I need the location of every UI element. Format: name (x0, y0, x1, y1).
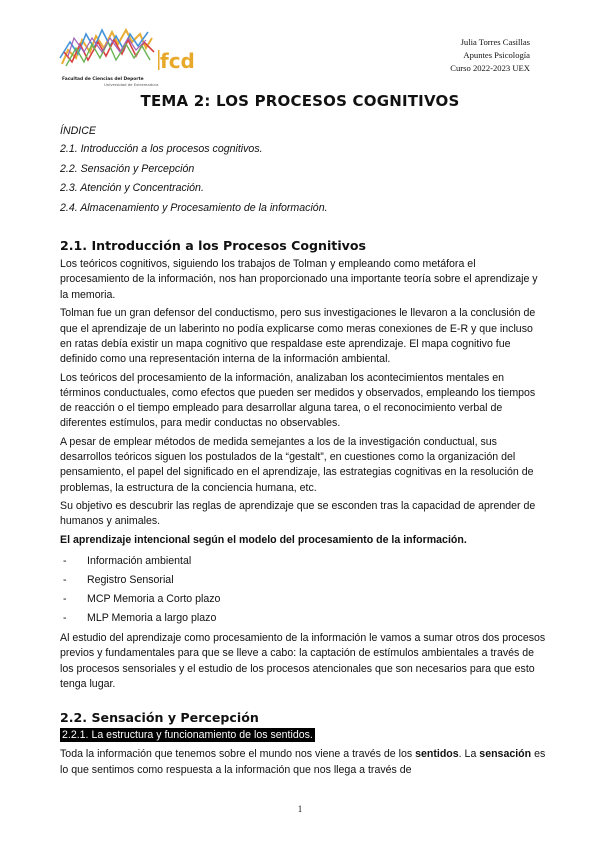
text-run: . La (458, 748, 480, 761)
term-sentidos: sentidos (415, 748, 459, 761)
paragraph: Los teóricos del procesamiento de la información, analizaban los acontecimientos mentales en términos conductuales, como efectos que pueden ser medidos y observados, empleando los tiempos de reacción o el tiempo empleado para desarrollar alguna tarea, o el reconocimiento verbal de diferentes estímulos, para medir conductas no observables. (60, 371, 536, 430)
paragraph: Su objetivo es descubrir las reglas de aprendizaje que se esconden tras la capacidad de aprender de humanos y animales. (60, 500, 536, 528)
author-name: Julia Torres Casillas (460, 37, 530, 47)
bold-statement: El aprendizaje intencional según el modelo del procesamiento de la información. (60, 534, 467, 547)
paragraph: Al estudio del aprendizaje como procesamiento de la información le vamos a sumar otros dos procesos previos y fundamentales para que se lleve a cabo: la captación de estímulos ambientales a través de los procesos sensoriales y el estudio de los procesos atencionales que son necesarios para que esto tenga lugar. (60, 632, 546, 690)
index (60, 124, 546, 218)
index-item: 2.3. Atención y Concentración. (60, 182, 204, 195)
paragraph: Los teóricos cognitivos, siguiendo los trabajos de Tolman y empleando como metáfora el procesamiento de la información, nos han proporcionado una importante teoría sobre el aprendizaje y la memoria. (60, 258, 538, 301)
paragraph: A pesar de emplear métodos de medida semejantes a los de la investigación conductual, sus desarrollos teóricos siguen los postulados de la “gestalt”, en cuestiones como la organización del pensamiento, el papel del significado en el aprendizaje, las estrategias cognitivas en la resolución de problemas, la estructura de la conciencia humana, etc. (60, 435, 534, 494)
paragraph (60, 747, 546, 777)
list-item: - Información ambiental (60, 552, 546, 571)
list-item: - MLP Memoria a largo plazo (60, 609, 546, 628)
subsection-heading-2-2-1: 2.2.1. La estructura y funcionamiento de los sentidos. (62, 729, 313, 742)
page-title: TEMA 2: LOS PROCESOS COGNITIVOS (140, 92, 460, 110)
index-item: 2.4. Almacenamiento y Procesamiento de la información. (60, 201, 328, 214)
index-item: 2.1. Introducción a los procesos cognitivos. (60, 143, 263, 156)
list-item: - MCP Memoria a Corto plazo (60, 590, 546, 609)
course-year: Curso 2022-2023 UEX (450, 63, 530, 73)
text-run: Toda la información que tenemos sobre el mundo nos viene a través de los (60, 748, 416, 761)
author-block (450, 36, 530, 75)
term-sensacion: sensación (479, 748, 532, 761)
logo-caption-2: Universidad de Extremadura (104, 82, 159, 87)
page-number: 1 (297, 804, 303, 814)
index-heading: ÍNDICE (60, 125, 96, 137)
faculty-logo (56, 22, 195, 96)
text-run: es lo que sentimos como respuesta a la información que nos llega a través de (60, 748, 546, 776)
subject-name: Apuntes Psicología (463, 50, 530, 60)
section-heading-2-2: 2.2. Sensación y Percepción (60, 710, 259, 726)
logo-fcd-text: fcd (160, 49, 195, 73)
section-heading-2-1: 2.1. Introducción a los Procesos Cognitivos (60, 238, 366, 254)
list-item: - Registro Sensorial (60, 571, 546, 590)
content (60, 124, 546, 781)
bullet-list (60, 552, 546, 629)
paragraph: Tolman fue un gran defensor del conductismo, pero sus investigaciones le llevaron a la conclusión de que el aprendizaje de un laberinto no podía explicarse como meras conexiones de E-R y que incluso en ratas debía existir un mapa cognitivo que respaldase este aprendizaje. El mapa cognitivo fue definido como una representación interna de la información ambiental. (60, 307, 536, 365)
index-item: 2.2. Sensación y Percepción (60, 162, 195, 175)
logo-graphic (56, 22, 195, 96)
logo-caption-1: Facultad de Ciencias del Deporte (62, 77, 144, 82)
